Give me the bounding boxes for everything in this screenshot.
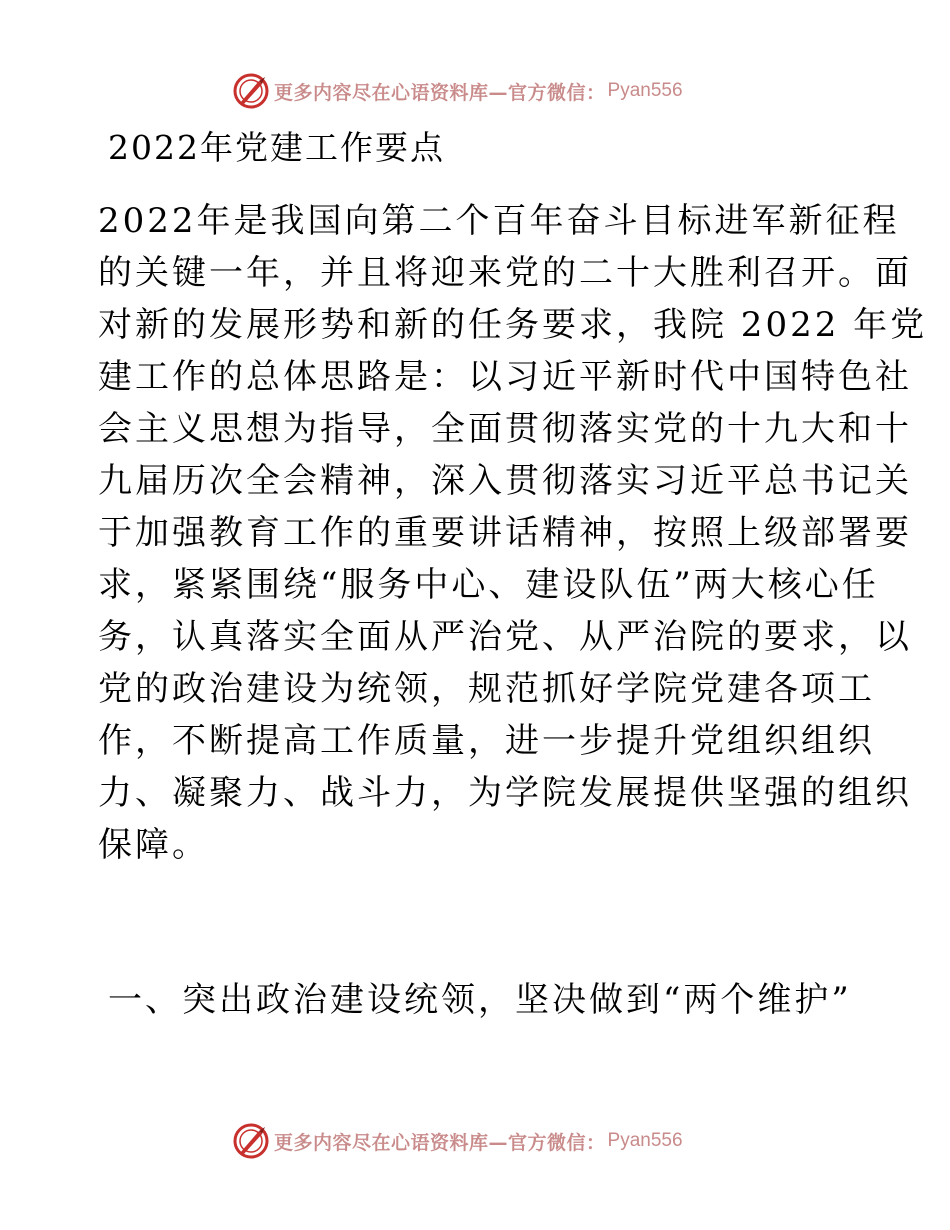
- quill-logo-icon: [232, 72, 270, 110]
- paragraph-line: 九届历次全会精神，深入贯彻落实习近平总书记关: [98, 461, 912, 501]
- footer-banner: [232, 1121, 683, 1161]
- banner-text: 更多内容尽在心语资料库—官方微信：: [274, 81, 606, 104]
- paragraph-line: 于加强教育工作的重要讲话精神，按照上级部署要: [98, 513, 912, 553]
- header-banner: [232, 71, 683, 111]
- paragraph-line: 保障。: [98, 825, 209, 865]
- banner-wechat-id: Pyan556: [607, 1130, 683, 1151]
- banner-text: 更多内容尽在心语资料库—官方微信：: [274, 1131, 606, 1154]
- section-heading: 一、突出政治建设统领，坚决做到“两个维护”: [108, 980, 852, 1020]
- paragraph-line: 对新的发展形势和新的任务要求，我院 2022 年党: [98, 305, 928, 345]
- paragraph-line: 务，认真落实全面从严治党、从严治院的要求，以: [98, 617, 912, 657]
- paragraph-line: 求，紧紧围绕“服务中心、建设队伍”两大核心任: [98, 565, 879, 605]
- paragraph-line: 作，不断提高工作质量，进一步提升党组织组织: [98, 721, 875, 761]
- paragraph-line: 力、凝聚力、战斗力，为学院发展提供坚强的组织: [98, 773, 912, 813]
- quill-logo-icon: [232, 1122, 270, 1160]
- paragraph-line: 会主义思想为指导，全面贯彻落实党的十九大和十: [98, 409, 912, 449]
- document-title: 2022年党建工作要点: [108, 128, 445, 167]
- paragraph-line: 党的政治建设为统领，规范抓好学院党建各项工: [98, 669, 875, 709]
- paragraph-line: 的关键一年，并且将迎来党的二十大胜利召开。面: [98, 253, 912, 293]
- paragraph-line: 建工作的总体思路是：以习近平新时代中国特色社: [98, 357, 912, 397]
- intro-paragraph: [98, 195, 928, 871]
- banner-wechat-id: Pyan556: [607, 80, 683, 101]
- paragraph-line: 2022年是我国向第二个百年奋斗目标进军新征程: [98, 201, 900, 241]
